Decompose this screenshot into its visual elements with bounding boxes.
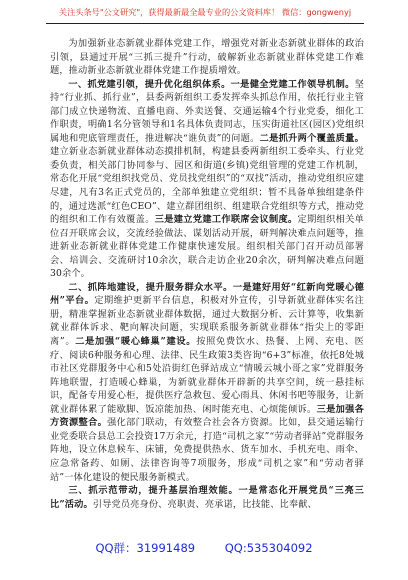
text-run: 强化部门联动，有效整合社会各方资源。比如，县交通运输行业党委联合县总工会投资17万余元，打造“司机之家”“劳动者驿站”党群服务阵地，设立休息候车、床铺，免费提供热水、货车加水、手机充电、雨伞、应急常备药、如厕、法律咨询等7项服务，形成“司机之家”和“劳动者驿站”一体化建设的便民服务新模式。 [50, 417, 364, 483]
paragraph [50, 78, 364, 281]
footer-qq-number: QQ:535304092 [224, 541, 313, 555]
bold-heading-run: 三是加强各方资源整合。 [50, 403, 364, 429]
text-run: 建立新业态新就业群体动态摸排机制，构建县委两新组织工委牵头、行业党委负责，相关部门协同参与、园区和街道(乡镇)党组管理的党建工作机制，常态化开展“党组织找党员、党员找党组织”的“双找”活动，推动党组织应建尽建，凡有3名正式党员的，全部单独建立党组织；暂不具备单独组建条件的，通过选派“红色CEO”、建立群团组织、组建联合党组织等方式，推动党的组织和工作有效覆盖。 [50, 146, 364, 226]
text-run: 坚持“行业抓、抓行业”，县委两新组织工委发挥牵头抓总作用，依托行业主管部门成立快递物流、直播电商、外卖送餐、交通运输4个行业党委，细化工作职责，明确1名分管领导和1名具体负责同志，压实街道社区(园区)党组织属地和兜底管理责任，推进解决“谁负责”的问题。 [50, 78, 364, 144]
paragraph [50, 37, 364, 78]
bold-heading-run: 二是加强“暖心蜂巢”建设。 [75, 336, 197, 348]
paragraph [50, 484, 364, 511]
text-run: 定期组织相关单位召开联席会议，交流经验做法、谋划活动开展，研判解决难点问题等，推进新业态新就业群体党建工作健康快速发展。组织相关部门召开动员部署会、培训会、交流研讨10余次，联合走访企业20余次，研判解决难点问题30余个。 [50, 214, 365, 280]
document-body [50, 37, 364, 511]
bold-heading-run: 二、抓阵地建设，提升服务群众水平。一是建好用好“红新向党暖心德州”平台。 [50, 281, 364, 307]
footer-qq-group: QQ群：31991489 [95, 541, 196, 555]
bold-heading-run: 三是建立党建工作联席会议制度。 [154, 214, 298, 226]
bold-heading-run: 二是抓升两个覆盖质量。 [259, 132, 365, 144]
page-footer [0, 540, 408, 556]
text-run: 按照免费饮水、热餐、上网、充电、医疗、阅读6种服务和心理、法律、民生政策3类咨询“6+3”标准，依托8处城市社区党群服务中心和5处沿街红色驿站成立“情暖云城小哥之家”党群服务阵地联盟，打造暖心蜂巢，为新就业群体开辟新的共享空间，统一悬挂标识，配备专用爱心柜，提供医疗急救包、爱心雨具、休闲书吧等服务，让新就业群体累了能歇脚、饭凉能加热、闲时能充电、心烦能倾诉。 [50, 336, 364, 415]
text-run: 为加强新业态新就业群体党建工作，增强党对新业态新就业群体的政治引领，县通过开展“三抓三提升”行动，破解新业态新就业群体党建工作难题，推动新业态新就业群体党建工作提质增效。 [50, 38, 364, 77]
page-header-banner: 关注头条号"公文研究"，获得最新最全最专业的公文资料库！ 微信：gongwenyj [58, 7, 352, 17]
text-run: 定期维护更新平台信息，积极对外宣传，引导新就业群体实名注册，精准掌握新业态新就业群体数据，通过大数据分析、云计算等，收集新就业群体诉求、靶向解决问题，实现联系服务新就业群体“指尖上的零距离”。 [50, 295, 364, 348]
paragraph [50, 281, 364, 484]
header-divider [46, 23, 364, 24]
bold-heading-run: 一、抓党建引领，提升优化组织体系。一是健全党建工作领导机制。 [68, 78, 355, 90]
text-run: 引导党员亮身份、亮职责、亮承诺，比技能、比奉献、 [92, 498, 317, 510]
bold-heading-run: 三、抓示范带动，提升基层治理效能。一是常态化开展党员“三亮三比”活动。 [50, 485, 364, 510]
